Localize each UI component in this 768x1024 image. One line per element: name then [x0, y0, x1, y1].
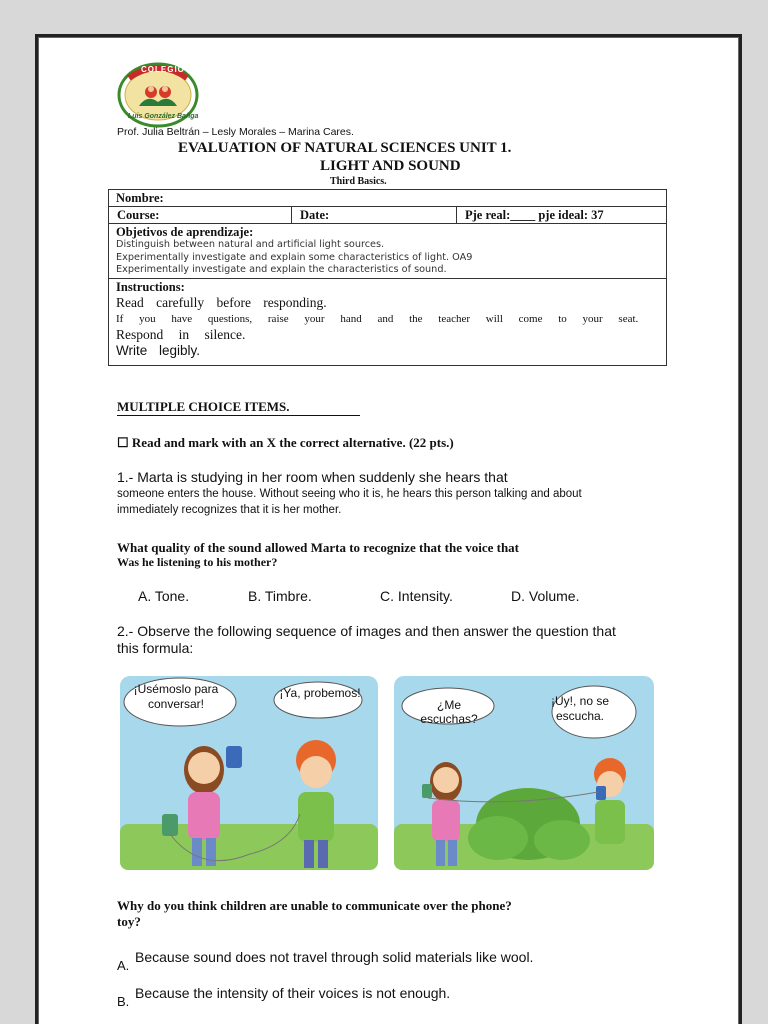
evaluation-subtitle: LIGHT AND SOUND	[320, 158, 461, 174]
date-label: Date:	[291, 207, 456, 223]
evaluation-title: EVALUATION OF NATURAL SCIENCES UNIT 1.	[178, 140, 512, 156]
speech-bubble-text: ¡Usémoslo para conversar!	[133, 682, 219, 711]
name-label: Nombre:	[116, 191, 164, 205]
objective-item: Experimentally investigate and explain some characteristics of light. OA9	[116, 251, 473, 263]
q1-text-line: 1.- Marta is studying in her room when suddenly she hears that	[117, 469, 508, 485]
q2-option-a-text[interactable]: Because sound does not travel through solid materials like wool.	[135, 949, 534, 965]
instructions-row	[109, 279, 666, 365]
q1-option-b[interactable]: B. Timbre.	[248, 588, 312, 604]
objectives-row	[109, 224, 666, 279]
q2-option-a-letter[interactable]: A.	[117, 958, 130, 973]
q2-text-line: 2.- Observe the following sequence of images and then answer the question that	[117, 623, 616, 639]
logo-text-top: COLEGIO	[141, 65, 185, 74]
worksheet-page	[35, 34, 742, 1024]
instruction-item: Respond in silence.	[116, 327, 246, 342]
q2-option-b-text[interactable]: Because the intensity of their voices is not enough.	[135, 985, 451, 1001]
section-heading: MULTIPLE CHOICE ITEMS.	[117, 399, 360, 416]
speech-bubble-text: ¿Me escuchas?	[420, 698, 478, 726]
course-label: Course:	[117, 208, 160, 222]
authors-line: Prof. Julia Beltrán – Lesly Morales – Marina Cares.	[117, 126, 354, 138]
course-row	[109, 207, 666, 224]
q1-text-line: someone enters the house. Without seeing who it is, he hears this person talking and about	[117, 488, 582, 500]
q2-text-line: this formula:	[117, 640, 194, 656]
instruction-item: Read carefully before responding.	[116, 295, 327, 310]
q2-question: Why do you think children are unable to communicate over the phone?	[117, 898, 512, 913]
objective-item: Distinguish between natural and artificial light sources.	[116, 239, 385, 250]
name-row	[109, 190, 666, 207]
objectives-label: Objetivos de aprendizaje:	[116, 225, 254, 239]
speech-bubble-text: ¡Ya, probemos!	[279, 686, 361, 700]
q1-text-line: immediately recognizes that it is her mother.	[117, 504, 342, 516]
logo-text-bottom: Luis González Bañga	[128, 113, 199, 120]
q1-question: What quality of the sound allowed Marta to recognize that the voice that	[117, 540, 520, 555]
q1-option-c[interactable]: C. Intensity.	[380, 588, 453, 604]
instructions-label: Instructions:	[116, 280, 185, 294]
q1-question: Was he listening to his mother?	[117, 555, 278, 569]
instruction-item: Write legibly.	[116, 343, 201, 358]
instruction-item: If you have questions, raise your hand and the teacher will come to your seat.	[116, 313, 639, 325]
objective-item: Experimentally investigate and explain the characteristics of sound.	[116, 264, 447, 276]
grade-level: Third Basics.	[330, 176, 387, 187]
q2-option-b-letter[interactable]: B.	[117, 994, 130, 1009]
q1-option-a[interactable]: A. Tone.	[138, 588, 190, 604]
q2-question: toy?	[117, 914, 141, 929]
student-info-table	[108, 189, 667, 366]
speech-bubble-text: ¡Uy!, no se escucha.	[550, 694, 610, 723]
score-label: Pje real:____ pje ideal: 37	[456, 207, 604, 223]
section-instruction: ☐ Read and mark with an X the correct alternative. (22 pts.)	[117, 435, 454, 450]
q1-option-d[interactable]: D. Volume.	[511, 588, 580, 604]
